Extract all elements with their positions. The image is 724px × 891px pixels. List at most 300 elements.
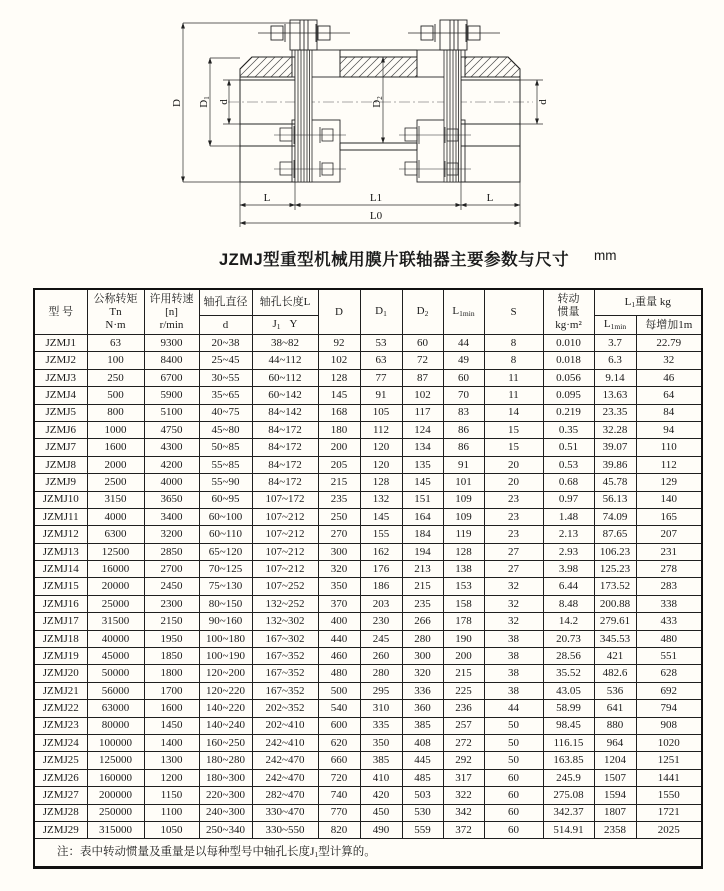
value-cell: 1200 — [144, 769, 199, 786]
value-cell: 1600 — [144, 700, 199, 717]
col-subheader-j1y: $J_1$ Y — [252, 316, 318, 335]
value-cell: 317 — [443, 769, 484, 786]
value-cell: 132~252 — [252, 595, 318, 612]
value-cell: 44 — [484, 700, 543, 717]
value-cell: 536 — [594, 682, 636, 699]
value-cell: 0.68 — [543, 474, 594, 491]
value-cell: 145 — [402, 474, 443, 491]
value-cell: 151 — [402, 491, 443, 508]
value-cell: 0.51 — [543, 439, 594, 456]
value-cell: 84~172 — [252, 474, 318, 491]
value-cell: 460 — [318, 648, 360, 665]
value-cell: 91 — [443, 456, 484, 473]
value-cell: 1300 — [144, 752, 199, 769]
value-cell: 551 — [636, 648, 702, 665]
value-cell: 2.93 — [543, 543, 594, 560]
value-cell: 46 — [636, 369, 702, 386]
value-cell: 1807 — [594, 804, 636, 821]
model-cell: JZMJ5 — [34, 404, 87, 421]
value-cell: 203 — [360, 595, 402, 612]
value-cell: 49 — [443, 352, 484, 369]
value-cell: 242~470 — [252, 769, 318, 786]
value-cell: 440 — [318, 630, 360, 647]
value-cell: 60 — [443, 369, 484, 386]
value-cell: 107~212 — [252, 561, 318, 578]
value-cell: 482.6 — [594, 665, 636, 682]
value-cell: 84~172 — [252, 421, 318, 438]
value-cell: 283 — [636, 578, 702, 595]
model-cell: JZMJ25 — [34, 752, 87, 769]
value-cell: 70 — [443, 387, 484, 404]
value-cell: 138 — [443, 561, 484, 578]
value-cell: 167~352 — [252, 665, 318, 682]
value-cell: 270 — [318, 526, 360, 543]
value-cell: 292 — [443, 752, 484, 769]
page-title: JZMJ型重型机械用膜片联轴器主要参数与尺寸 — [219, 251, 570, 269]
value-cell: 11 — [484, 369, 543, 386]
value-cell: 600 — [318, 717, 360, 734]
coupling-drawing — [78, 6, 558, 236]
dim-label-D1: D1 — [198, 96, 211, 108]
value-cell: 128 — [443, 543, 484, 560]
value-cell: 173.52 — [594, 578, 636, 595]
table-row — [34, 717, 702, 734]
col-subheader-weight-L1min: $L_{1min}$ — [594, 316, 636, 335]
value-cell: 110 — [636, 439, 702, 456]
table-row — [34, 543, 702, 560]
value-cell: 40000 — [87, 630, 144, 647]
col-header-bore-len: 轴孔长度L — [252, 289, 318, 316]
value-cell: 31500 — [87, 613, 144, 630]
value-cell: 338 — [636, 595, 702, 612]
value-cell: 140~240 — [199, 717, 252, 734]
value-cell: 1507 — [594, 769, 636, 786]
col-header-torque: 公称转矩 Tn N·m — [87, 289, 144, 335]
model-cell: JZMJ3 — [34, 369, 87, 386]
value-cell: 132~302 — [252, 613, 318, 630]
col-subheader-d: d — [199, 316, 252, 335]
value-cell: 109 — [443, 491, 484, 508]
value-cell: 55~85 — [199, 456, 252, 473]
value-cell: 2850 — [144, 543, 199, 560]
value-cell: 964 — [594, 734, 636, 751]
value-cell: 2025 — [636, 821, 702, 838]
value-cell: 275.08 — [543, 787, 594, 804]
value-cell: 65~120 — [199, 543, 252, 560]
table-row — [34, 648, 702, 665]
value-cell: 820 — [318, 821, 360, 838]
model-cell: JZMJ2 — [34, 352, 87, 369]
value-cell: 342.37 — [543, 804, 594, 821]
value-cell: 503 — [402, 787, 443, 804]
value-cell: 60~110 — [199, 526, 252, 543]
value-cell: 60~95 — [199, 491, 252, 508]
value-cell: 202~352 — [252, 700, 318, 717]
value-cell: 1850 — [144, 648, 199, 665]
value-cell: 245.9 — [543, 769, 594, 786]
value-cell: 278 — [636, 561, 702, 578]
value-cell: 250 — [318, 508, 360, 525]
table-body — [34, 335, 702, 839]
value-cell: 236 — [443, 700, 484, 717]
table-row — [34, 474, 702, 491]
value-cell: 345.53 — [594, 630, 636, 647]
value-cell: 38~82 — [252, 335, 318, 352]
value-cell: 35.52 — [543, 665, 594, 682]
value-cell: 400 — [318, 613, 360, 630]
value-cell: 124 — [402, 421, 443, 438]
dim-label-L1: L1 — [369, 192, 383, 204]
value-cell: 4000 — [87, 508, 144, 525]
value-cell: 242~470 — [252, 752, 318, 769]
table-row — [34, 508, 702, 525]
value-cell: 23 — [484, 526, 543, 543]
value-cell: 330~550 — [252, 821, 318, 838]
table-row — [34, 456, 702, 473]
value-cell: 80000 — [87, 717, 144, 734]
value-cell: 15 — [484, 421, 543, 438]
value-cell: 342 — [443, 804, 484, 821]
value-cell: 272 — [443, 734, 484, 751]
value-cell: 1950 — [144, 630, 199, 647]
value-cell: 86 — [443, 421, 484, 438]
value-cell: 145 — [318, 387, 360, 404]
value-cell: 433 — [636, 613, 702, 630]
value-cell: 279.61 — [594, 613, 636, 630]
value-cell: 1594 — [594, 787, 636, 804]
value-cell: 101 — [443, 474, 484, 491]
value-cell: 30~55 — [199, 369, 252, 386]
col-header-L1min: $L_{1min}$ — [443, 289, 484, 335]
value-cell: 3650 — [144, 491, 199, 508]
value-cell: 132 — [360, 491, 402, 508]
value-cell: 60~142 — [252, 387, 318, 404]
value-cell: 60 — [484, 769, 543, 786]
value-cell: 3.7 — [594, 335, 636, 352]
table-row — [34, 578, 702, 595]
value-cell: 213 — [402, 561, 443, 578]
table-row — [34, 700, 702, 717]
value-cell: 128 — [318, 369, 360, 386]
value-cell: 2450 — [144, 578, 199, 595]
value-cell: 2150 — [144, 613, 199, 630]
value-cell: 40~75 — [199, 404, 252, 421]
spec-table — [33, 288, 703, 869]
value-cell: 167~352 — [252, 648, 318, 665]
title-bar — [0, 246, 724, 270]
value-cell: 8400 — [144, 352, 199, 369]
value-cell: 215 — [443, 665, 484, 682]
value-cell: 1400 — [144, 734, 199, 751]
value-cell: 63 — [87, 335, 144, 352]
value-cell: 559 — [402, 821, 443, 838]
value-cell: 350 — [318, 578, 360, 595]
value-cell: 128 — [360, 474, 402, 491]
value-cell: 32 — [636, 352, 702, 369]
value-cell: 60 — [402, 335, 443, 352]
diaphragm-pack-right — [444, 50, 461, 182]
value-cell: 45.78 — [594, 474, 636, 491]
model-cell: JZMJ17 — [34, 613, 87, 630]
value-cell: 32 — [484, 613, 543, 630]
value-cell: 1150 — [144, 787, 199, 804]
value-cell: 445 — [402, 752, 443, 769]
value-cell: 880 — [594, 717, 636, 734]
value-cell: 107~172 — [252, 491, 318, 508]
col-header-weight-group: $L_1$重量 kg — [594, 289, 702, 316]
value-cell: 360 — [402, 700, 443, 717]
value-cell: 282~470 — [252, 787, 318, 804]
value-cell: 628 — [636, 665, 702, 682]
table-row — [34, 734, 702, 751]
value-cell: 100000 — [87, 734, 144, 751]
value-cell: 315000 — [87, 821, 144, 838]
table-row — [34, 787, 702, 804]
value-cell: 1800 — [144, 665, 199, 682]
value-cell: 14 — [484, 404, 543, 421]
col-header-D: D — [318, 289, 360, 335]
value-cell: 266 — [402, 613, 443, 630]
value-cell: 9.14 — [594, 369, 636, 386]
value-cell: 74.09 — [594, 508, 636, 525]
value-cell: 330~470 — [252, 804, 318, 821]
value-cell: 38 — [484, 648, 543, 665]
model-cell: JZMJ14 — [34, 561, 87, 578]
value-cell: 450 — [360, 804, 402, 821]
value-cell: 107~252 — [252, 578, 318, 595]
value-cell: 120 — [360, 456, 402, 473]
value-cell: 38 — [484, 630, 543, 647]
value-cell: 102 — [402, 387, 443, 404]
value-cell: 200 — [318, 439, 360, 456]
value-cell: 320 — [318, 561, 360, 578]
col-header-D2: $D_2$ — [402, 289, 443, 335]
note-row — [34, 839, 702, 868]
value-cell: 140~220 — [199, 700, 252, 717]
value-cell: 385 — [360, 752, 402, 769]
value-cell: 39.07 — [594, 439, 636, 456]
value-cell: 107~212 — [252, 543, 318, 560]
value-cell: 184 — [402, 526, 443, 543]
model-cell: JZMJ7 — [34, 439, 87, 456]
value-cell: 176 — [360, 561, 402, 578]
value-cell: 260 — [360, 648, 402, 665]
model-cell: JZMJ18 — [34, 630, 87, 647]
value-cell: 60 — [484, 804, 543, 821]
value-cell: 408 — [402, 734, 443, 751]
value-cell: 514.91 — [543, 821, 594, 838]
value-cell: 485 — [402, 769, 443, 786]
value-cell: 8 — [484, 352, 543, 369]
col-header-D1: $D_1$ — [360, 289, 402, 335]
value-cell: 109 — [443, 508, 484, 525]
value-cell: 1450 — [144, 717, 199, 734]
table-row — [34, 595, 702, 612]
value-cell: 336 — [402, 682, 443, 699]
value-cell: 2300 — [144, 595, 199, 612]
value-cell: 84~172 — [252, 456, 318, 473]
model-cell: JZMJ12 — [34, 526, 87, 543]
value-cell: 135 — [402, 456, 443, 473]
value-cell: 50000 — [87, 665, 144, 682]
value-cell: 2000 — [87, 456, 144, 473]
value-cell: 800 — [87, 404, 144, 421]
value-cell: 120~220 — [199, 682, 252, 699]
value-cell: 2.13 — [543, 526, 594, 543]
top-bolt-left — [258, 20, 350, 50]
value-cell: 112 — [360, 421, 402, 438]
value-cell: 200.88 — [594, 595, 636, 612]
dim-label-D: D — [171, 99, 183, 107]
value-cell: 1100 — [144, 804, 199, 821]
value-cell: 158 — [443, 595, 484, 612]
value-cell: 0.010 — [543, 335, 594, 352]
value-cell: 58.99 — [543, 700, 594, 717]
value-cell: 129 — [636, 474, 702, 491]
table-row — [34, 804, 702, 821]
diaphragm-pack-left — [295, 50, 312, 182]
value-cell: 6.3 — [594, 352, 636, 369]
value-cell: 100~180 — [199, 630, 252, 647]
value-cell: 44 — [443, 335, 484, 352]
table-row — [34, 682, 702, 699]
value-cell: 84~142 — [252, 404, 318, 421]
value-cell: 207 — [636, 526, 702, 543]
model-cell: JZMJ9 — [34, 474, 87, 491]
model-cell: JZMJ10 — [34, 491, 87, 508]
value-cell: 64 — [636, 387, 702, 404]
value-cell: 92 — [318, 335, 360, 352]
model-cell: JZMJ4 — [34, 387, 87, 404]
value-cell: 6300 — [87, 526, 144, 543]
value-cell: 300 — [318, 543, 360, 560]
value-cell: 100~190 — [199, 648, 252, 665]
col-header-bore-dia: 轴孔直径 — [199, 289, 252, 316]
value-cell: 38 — [484, 682, 543, 699]
value-cell: 60 — [484, 821, 543, 838]
top-bolt-right — [408, 20, 500, 50]
model-cell: JZMJ8 — [34, 456, 87, 473]
value-cell: 107~212 — [252, 508, 318, 525]
value-cell: 112 — [636, 456, 702, 473]
value-cell: 145 — [360, 508, 402, 525]
value-cell: 0.056 — [543, 369, 594, 386]
value-cell: 160~250 — [199, 734, 252, 751]
value-cell: 84~172 — [252, 439, 318, 456]
col-subheader-weight-per-m: 每增加1m — [636, 316, 702, 335]
value-cell: 480 — [636, 630, 702, 647]
value-cell: 540 — [318, 700, 360, 717]
value-cell: 116.15 — [543, 734, 594, 751]
table-row — [34, 752, 702, 769]
value-cell: 190 — [443, 630, 484, 647]
value-cell: 164 — [402, 508, 443, 525]
value-cell: 1251 — [636, 752, 702, 769]
value-cell: 5900 — [144, 387, 199, 404]
value-cell: 0.095 — [543, 387, 594, 404]
value-cell: 60~112 — [252, 369, 318, 386]
value-cell: 23.35 — [594, 404, 636, 421]
table-row — [34, 404, 702, 421]
value-cell: 32.28 — [594, 421, 636, 438]
model-cell: JZMJ15 — [34, 578, 87, 595]
value-cell: 23 — [484, 508, 543, 525]
value-cell: 27 — [484, 543, 543, 560]
value-cell: 15 — [484, 439, 543, 456]
left-hub — [240, 57, 295, 182]
value-cell: 908 — [636, 717, 702, 734]
value-cell: 660 — [318, 752, 360, 769]
value-cell: 250 — [87, 369, 144, 386]
value-cell: 4750 — [144, 421, 199, 438]
table-row — [34, 561, 702, 578]
table-row — [34, 526, 702, 543]
value-cell: 83 — [443, 404, 484, 421]
value-cell: 25~45 — [199, 352, 252, 369]
value-cell: 140 — [636, 491, 702, 508]
value-cell: 230 — [360, 613, 402, 630]
value-cell: 1441 — [636, 769, 702, 786]
value-cell: 420 — [360, 787, 402, 804]
value-cell: 641 — [594, 700, 636, 717]
model-cell: JZMJ20 — [34, 665, 87, 682]
table-row — [34, 439, 702, 456]
value-cell: 220~300 — [199, 787, 252, 804]
value-cell: 0.219 — [543, 404, 594, 421]
value-cell: 32 — [484, 595, 543, 612]
value-cell: 63000 — [87, 700, 144, 717]
table-row — [34, 335, 702, 352]
table-row — [34, 613, 702, 630]
value-cell: 4200 — [144, 456, 199, 473]
value-cell: 153 — [443, 578, 484, 595]
value-cell: 322 — [443, 787, 484, 804]
value-cell: 105 — [360, 404, 402, 421]
value-cell: 178 — [443, 613, 484, 630]
table-row — [34, 630, 702, 647]
value-cell: 28.56 — [543, 648, 594, 665]
value-cell: 55~90 — [199, 474, 252, 491]
value-cell: 372 — [443, 821, 484, 838]
value-cell: 280 — [402, 630, 443, 647]
value-cell: 180~280 — [199, 752, 252, 769]
value-cell: 13.63 — [594, 387, 636, 404]
value-cell: 20000 — [87, 578, 144, 595]
value-cell: 490 — [360, 821, 402, 838]
value-cell: 740 — [318, 787, 360, 804]
value-cell: 215 — [318, 474, 360, 491]
value-cell: 2358 — [594, 821, 636, 838]
model-cell: JZMJ1 — [34, 335, 87, 352]
value-cell: 87.65 — [594, 526, 636, 543]
value-cell: 70~125 — [199, 561, 252, 578]
value-cell: 200000 — [87, 787, 144, 804]
unit-label: mm — [594, 248, 617, 263]
value-cell: 44~112 — [252, 352, 318, 369]
dim-label-D2: D2 — [371, 96, 384, 108]
value-cell: 53 — [360, 335, 402, 352]
value-cell: 242~410 — [252, 734, 318, 751]
model-cell: JZMJ21 — [34, 682, 87, 699]
value-cell: 620 — [318, 734, 360, 751]
value-cell: 180 — [318, 421, 360, 438]
value-cell: 770 — [318, 804, 360, 821]
value-cell: 1721 — [636, 804, 702, 821]
value-cell: 3200 — [144, 526, 199, 543]
value-cell: 9300 — [144, 335, 199, 352]
value-cell: 16000 — [87, 561, 144, 578]
model-cell: JZMJ19 — [34, 648, 87, 665]
